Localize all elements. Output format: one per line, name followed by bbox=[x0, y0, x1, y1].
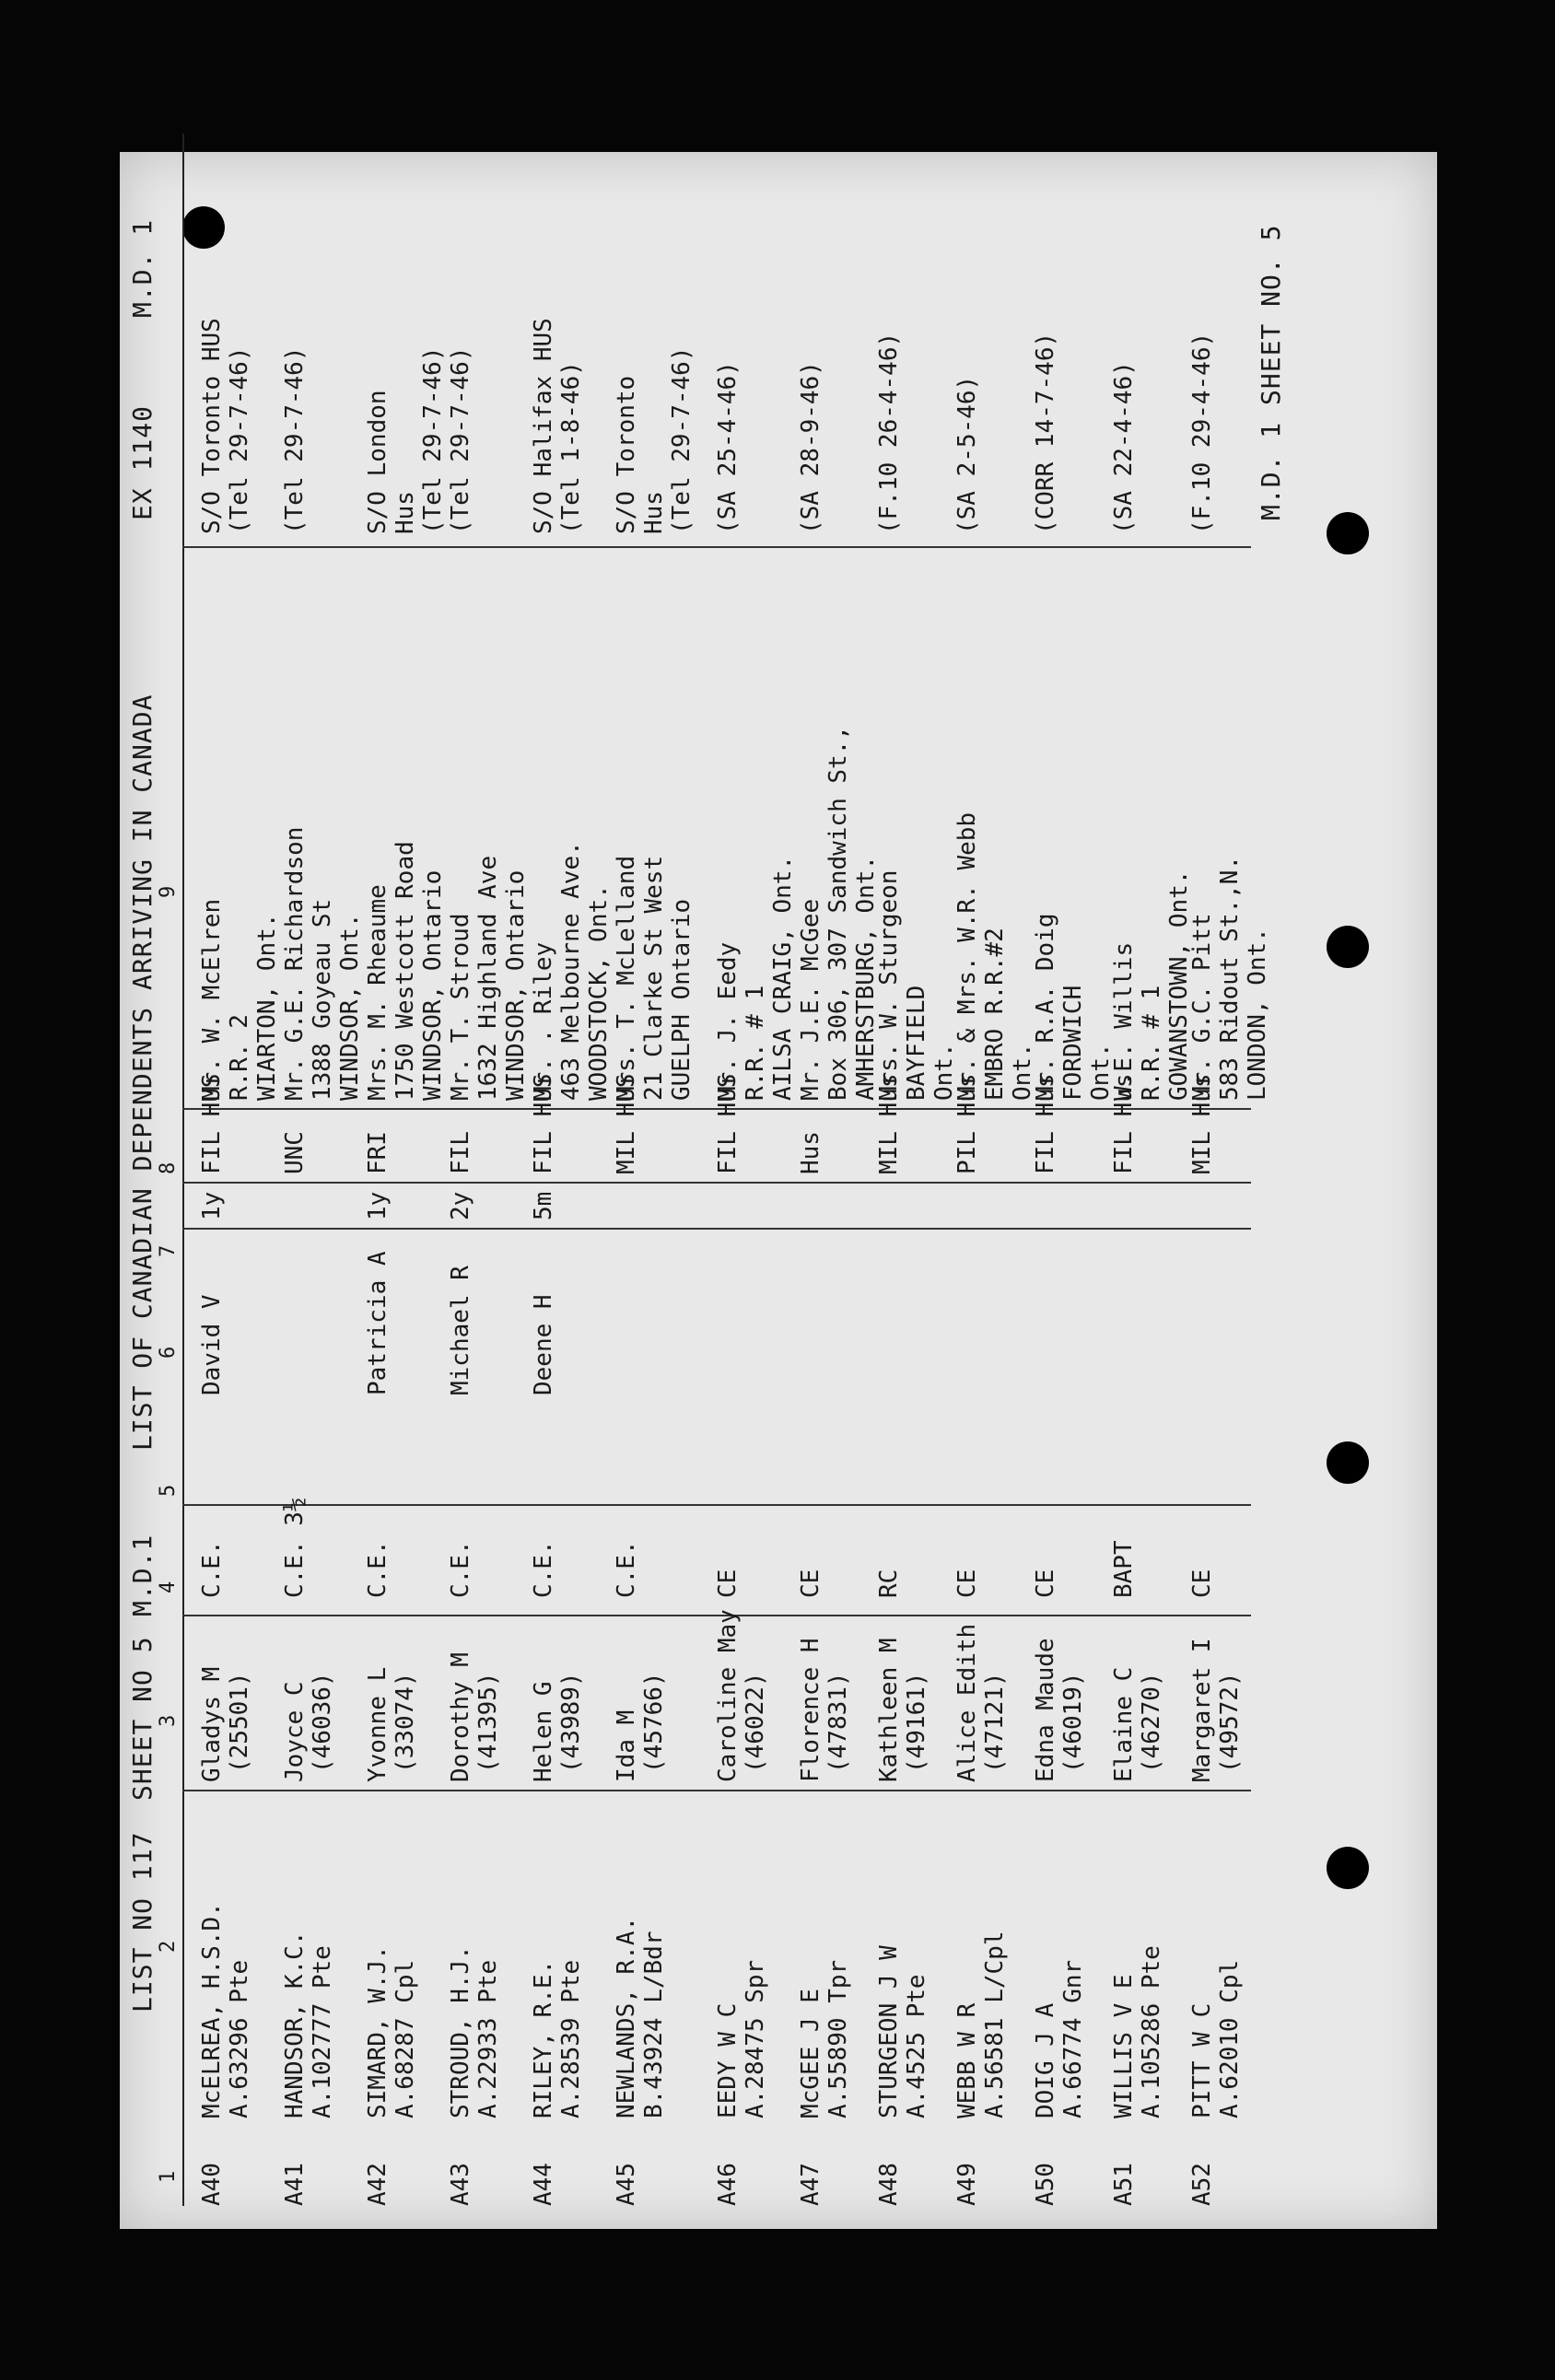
table-row bbox=[198, 134, 290, 2206]
entry-number: A46 bbox=[714, 2163, 742, 2206]
wife-number: (46036) bbox=[309, 1672, 336, 1773]
relationship: UNC bbox=[281, 1131, 309, 1174]
address-line: EMBRO R.R.#2 bbox=[981, 928, 1009, 1101]
sheet-footer: M.D. 1 SHEET NO. 5 bbox=[1256, 224, 1286, 520]
relationship: MIL HUS bbox=[613, 1073, 640, 1174]
wife-number: (41395) bbox=[474, 1672, 502, 1773]
address-line: BAYFIELD bbox=[903, 985, 930, 1101]
remark-line: (CORR 14-7-46) bbox=[1032, 332, 1059, 534]
remark-line: (F.10 29-4-46) bbox=[1188, 332, 1216, 534]
relationship: FIL Hus bbox=[1110, 1073, 1138, 1174]
religion: CE bbox=[714, 1569, 742, 1598]
wife-number: (46019) bbox=[1059, 1672, 1087, 1773]
soldier-name: WILLIS V E bbox=[1110, 1974, 1138, 2118]
child-age: 1y bbox=[198, 1191, 226, 1220]
wife-number: (25501) bbox=[226, 1672, 253, 1773]
remark-line: (Tel 29-7-46) bbox=[668, 346, 696, 534]
service-number-rank: A.68287 Cpl bbox=[392, 1959, 419, 2118]
wife-name: Gladys M bbox=[198, 1666, 226, 1782]
address-line: 1388 Goyeau St bbox=[309, 898, 336, 1101]
entry-number: A45 bbox=[613, 2163, 640, 2206]
column-number: 8 bbox=[157, 1161, 180, 1174]
service-number-rank: B.43924 L/Bdr bbox=[640, 1931, 668, 2118]
list-number: LIST NO 117 bbox=[127, 1831, 158, 2012]
wife-name: Kathleen M bbox=[875, 1638, 903, 1782]
address-line: Mr. G.E. Richardson bbox=[281, 826, 309, 1101]
remark-line: (SA 28-9-46) bbox=[797, 361, 824, 534]
wife-name: Yvonne L bbox=[364, 1666, 392, 1782]
relationship: MIL Hus bbox=[1188, 1073, 1216, 1174]
service-number-rank: A.62010 Cpl bbox=[1216, 1959, 1244, 2118]
child-name: Michael R bbox=[447, 1266, 474, 1395]
address-line: WINDSOR, Ont. bbox=[336, 913, 364, 1101]
list-title: LIST OF CANADIAN DEPENDENTS ARRIVING IN CANADA bbox=[127, 694, 158, 1451]
relationship: FIL bbox=[447, 1131, 474, 1174]
soldier-name: STROUD, H.J. bbox=[447, 1945, 474, 2118]
relationship: Hus bbox=[797, 1131, 824, 1174]
address-line: GUELPH Ontario bbox=[668, 898, 696, 1101]
remark-line: S/O Toronto bbox=[613, 375, 640, 534]
service-number-rank: A.66774 Gnr bbox=[1059, 1959, 1087, 2118]
address-line: GOWANSTOWN, Ont. bbox=[1165, 869, 1193, 1101]
column-number: 9 bbox=[157, 885, 180, 898]
wife-number: (47121) bbox=[981, 1672, 1009, 1773]
column-number: 1 bbox=[157, 2170, 180, 2183]
address-line: Mrs. M. Rheaume bbox=[364, 884, 392, 1101]
soldier-name: NEWLANDS, R.A. bbox=[613, 1916, 640, 2118]
rotated-document bbox=[129, 134, 1290, 2206]
address-line: Mr. R.A. Doig bbox=[1032, 913, 1059, 1101]
soldier-name: STURGEON J W bbox=[875, 1945, 903, 2118]
table-row bbox=[530, 134, 622, 2206]
punch-hole bbox=[1327, 1441, 1369, 1484]
soldier-name: SIMARD, W.J. bbox=[364, 1945, 392, 2118]
relationship: FIL HUS bbox=[714, 1073, 742, 1174]
soldier-name: WEBB W R bbox=[953, 2002, 981, 2118]
service-number-rank: A.105286 Pte bbox=[1138, 1945, 1165, 2118]
address-line: FORDWICH bbox=[1059, 985, 1087, 1101]
wife-name: Caroline May bbox=[714, 1609, 742, 1782]
child-age: 2y bbox=[447, 1191, 474, 1220]
wife-name: Edna Maude bbox=[1032, 1638, 1059, 1782]
wife-number: (46022) bbox=[742, 1672, 769, 1773]
column-number: 5 bbox=[157, 1484, 180, 1497]
wife-name: Margaret I bbox=[1188, 1638, 1216, 1782]
remark-line: (SA 22-4-46) bbox=[1110, 361, 1138, 534]
child-age: 5m bbox=[530, 1191, 557, 1220]
address-line: Mr. J. Eedy bbox=[714, 941, 742, 1101]
address-line: Mr. G.C. Pitt bbox=[1188, 913, 1216, 1101]
table-row bbox=[714, 134, 806, 2206]
address-line: WIARTON, Ont. bbox=[253, 913, 281, 1101]
remark-line: (SA 25-4-46) bbox=[714, 361, 742, 534]
soldier-name: McGEE J E bbox=[797, 1989, 824, 2118]
remark-line: (Tel 29-7-46) bbox=[281, 346, 309, 534]
remark-line: Hus bbox=[640, 491, 668, 534]
column-number: 2 bbox=[157, 1940, 180, 1953]
address-line: 583 Ridout St.,N. bbox=[1216, 855, 1244, 1101]
address-line: Mr. T. Stroud bbox=[447, 913, 474, 1101]
religion: RC bbox=[875, 1569, 903, 1598]
military-district-right: M.D. 1 bbox=[127, 218, 158, 318]
column-number: 3 bbox=[157, 1714, 180, 1727]
entry-number: A43 bbox=[447, 2163, 474, 2206]
wife-number: (49161) bbox=[903, 1672, 930, 1773]
punch-hole bbox=[1327, 512, 1369, 554]
remark-line: (Tel 29-7-46) bbox=[226, 346, 253, 534]
address-line: WINDSOR, Ontario bbox=[502, 869, 530, 1101]
address-line: Mr. W. McElren bbox=[198, 898, 226, 1101]
relationship: MIL Hus bbox=[875, 1073, 903, 1174]
service-number-rank: A.55890 Tpr bbox=[824, 1959, 852, 2118]
religion: C.E. bbox=[198, 1540, 226, 1598]
service-number-rank: A.102777 Pte bbox=[309, 1945, 336, 2118]
ex-number: EX 1140 bbox=[127, 404, 158, 520]
remark-line: S/O Halifax HUS bbox=[530, 318, 557, 534]
address-line: 1632 Highland Ave bbox=[474, 855, 502, 1101]
relationship: FIL HUS bbox=[198, 1073, 226, 1174]
wife-number: (49572) bbox=[1216, 1672, 1244, 1773]
entry-number: A47 bbox=[797, 2163, 824, 2206]
religion: BAPT bbox=[1110, 1540, 1138, 1598]
relationship: FIL Hus bbox=[1032, 1073, 1059, 1174]
entry-number: A42 bbox=[364, 2163, 392, 2206]
child-age: 1y bbox=[364, 1191, 392, 1220]
table-row bbox=[364, 134, 456, 2206]
relationship: PIL Hus bbox=[953, 1073, 981, 1174]
entry-number: A41 bbox=[281, 2163, 309, 2206]
address-line: 463 Melbourne Ave. bbox=[557, 841, 585, 1101]
wife-name: Elaine C bbox=[1110, 1666, 1138, 1782]
address-line: Ont. bbox=[930, 1043, 958, 1101]
column-number: 6 bbox=[157, 1346, 180, 1359]
military-district: M.D.1 bbox=[127, 1534, 158, 1616]
address-line: Mr. & Mrs. W.R. Webb bbox=[953, 811, 981, 1101]
remark-line: (F.10 26-4-46) bbox=[875, 332, 903, 534]
religion: CE bbox=[797, 1569, 824, 1598]
entry-number: A51 bbox=[1110, 2163, 1138, 2206]
address-line: Ont. bbox=[1009, 1043, 1036, 1101]
service-number-rank: A.22933 Pte bbox=[474, 1959, 502, 2118]
wife-name: Joyce C bbox=[281, 1681, 309, 1782]
entry-number: A48 bbox=[875, 2163, 903, 2206]
wife-number: (47831) bbox=[824, 1672, 852, 1773]
remark-line: (Tel 29-7-46) bbox=[447, 346, 474, 534]
child-name: Deene H bbox=[530, 1294, 557, 1395]
entry-number: A49 bbox=[953, 2163, 981, 2206]
header-rule bbox=[182, 134, 184, 2206]
remark-line: (Tel 1-8-46) bbox=[557, 361, 585, 534]
address-line: AMHERSTBURG, Ont. bbox=[852, 855, 880, 1101]
address-line: R.R. # 1 bbox=[1138, 985, 1165, 1101]
remark-line: (Tel 29-7-46) bbox=[419, 346, 447, 534]
service-number-rank: A.28539 Pte bbox=[557, 1959, 585, 2118]
remark-line: Hus bbox=[392, 491, 419, 534]
wife-name: Dorothy M bbox=[447, 1652, 474, 1782]
wife-name: Ida M bbox=[613, 1709, 640, 1782]
religion: C.E. 3½ bbox=[281, 1497, 309, 1598]
address-line: W.E. Willis bbox=[1110, 941, 1138, 1101]
wife-number: (43989) bbox=[557, 1672, 585, 1773]
religion: C.E. bbox=[613, 1540, 640, 1598]
punch-hole bbox=[1327, 1847, 1369, 1889]
wife-name: Alice Edith bbox=[953, 1623, 981, 1782]
wife-name: Florence H bbox=[797, 1638, 824, 1782]
remark-line: S/O London bbox=[364, 390, 392, 534]
address-line: Mr. . Riley bbox=[530, 941, 557, 1101]
address-line: LONDON, Ont. bbox=[1244, 928, 1271, 1101]
religion: CE bbox=[1032, 1569, 1059, 1598]
service-number-rank: A.56581 L/Cpl bbox=[981, 1931, 1009, 2118]
service-number-rank: A.4525 Pte bbox=[903, 1974, 930, 2118]
column-number: 7 bbox=[157, 1244, 180, 1257]
entry-number: A50 bbox=[1032, 2163, 1059, 2206]
address-line: R.R. 2 bbox=[226, 1014, 253, 1101]
religion: CE bbox=[953, 1569, 981, 1598]
relationship: FIL HUS bbox=[530, 1073, 557, 1174]
soldier-name: McELREA, H.S.D. bbox=[198, 1902, 226, 2118]
soldier-name: EEDY W C bbox=[714, 2002, 742, 2118]
column-number: 4 bbox=[157, 1581, 180, 1593]
soldier-name: RILEY, R.E. bbox=[530, 1959, 557, 2118]
address-line: Mrs. T. McLelland bbox=[613, 855, 640, 1101]
address-line: WINDSOR, Ontario bbox=[419, 869, 447, 1101]
address-line: 1750 Westcott Road bbox=[392, 841, 419, 1101]
address-line: Ont. bbox=[1087, 1043, 1115, 1101]
soldier-name: PITT W C bbox=[1188, 2002, 1216, 2118]
remark-line: S/O Toronto HUS bbox=[198, 318, 226, 534]
table-row bbox=[613, 134, 705, 2206]
wife-number: (46270) bbox=[1138, 1672, 1165, 1773]
religion: C.E. bbox=[364, 1540, 392, 1598]
address-line: 21 Clarke St West bbox=[640, 855, 668, 1101]
address-line: Mr. J.E. McGee bbox=[797, 898, 824, 1101]
address-line: Mrs. W. Sturgeon bbox=[875, 869, 903, 1101]
relationship: FRI bbox=[364, 1131, 392, 1174]
child-name: David V bbox=[198, 1294, 226, 1395]
religion: CE bbox=[1188, 1569, 1216, 1598]
table-row bbox=[281, 134, 373, 2206]
child-name: Patricia A bbox=[364, 1251, 392, 1395]
sheet-number: SHEET NO 5 bbox=[127, 1636, 158, 1801]
religion: C.E. bbox=[447, 1540, 474, 1598]
wife-name: Helen G bbox=[530, 1681, 557, 1782]
entry-number: A52 bbox=[1188, 2163, 1216, 2206]
soldier-name: DOIG J A bbox=[1032, 2002, 1059, 2118]
wife-number: (45766) bbox=[640, 1672, 668, 1773]
entry-number: A40 bbox=[198, 2163, 226, 2206]
remark-line: (SA 2-5-46) bbox=[953, 375, 981, 534]
address-line: AILSA CRAIG, Ont. bbox=[769, 855, 797, 1101]
address-line: WOODSTOCK, Ont. bbox=[585, 884, 613, 1101]
entry-number: A44 bbox=[530, 2163, 557, 2206]
wife-number: (33074) bbox=[392, 1672, 419, 1773]
punch-hole bbox=[1327, 926, 1369, 968]
service-number-rank: A.63296 Pte bbox=[226, 1959, 253, 2118]
soldier-name: HANDSOR, K.C. bbox=[281, 1931, 309, 2118]
address-line: Box 306, 307 Sandwich St., bbox=[824, 726, 852, 1101]
service-number-rank: A.28475 Spr bbox=[742, 1959, 769, 2118]
table-row bbox=[447, 134, 539, 2206]
religion: C.E. bbox=[530, 1540, 557, 1598]
address-line: R.R. # 1 bbox=[742, 985, 769, 1101]
